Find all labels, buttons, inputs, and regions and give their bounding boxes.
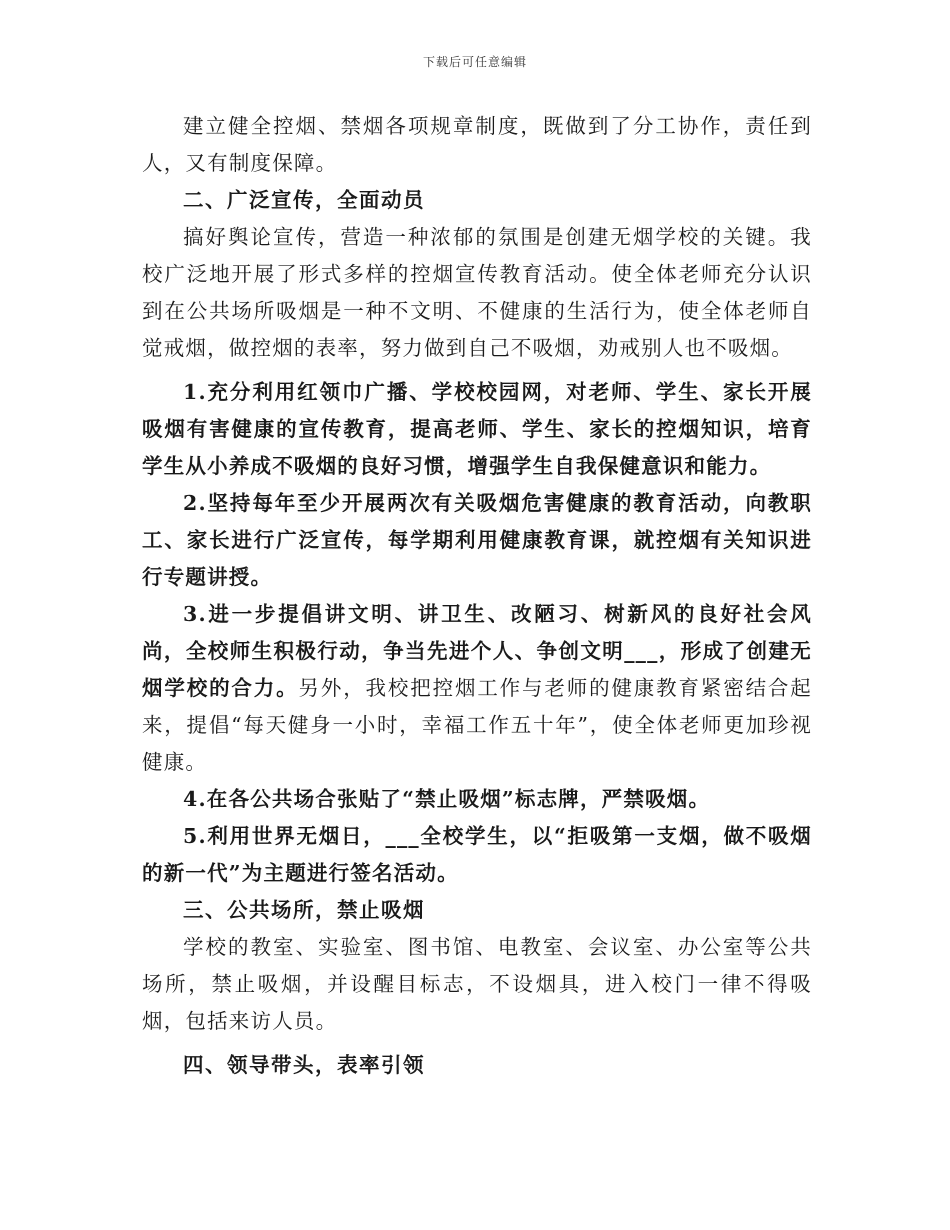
section-heading-public-places: 三、公共场所，禁止吸烟 [183,898,425,922]
document-body [142,108,812,1084]
list-item-1: 1.充分利用红领巾广播、学校校园网，对老师、学生、家长开展吸烟有害健康的宣传教育，提高老师、学生、家长的控烟知识，培育学生从小养成不吸烟的良好习惯，增强学生自我保健意识和能力。 [142,380,812,478]
list-item-4: 4.在各公共场合张贴了“禁止吸烟”标志牌，严禁吸烟。 [183,787,711,811]
list-item-3-normal: 另外，我校把控烟工作与老师的健康教育紧密结合起来，提倡“每天健身一小时，幸福工作五十年”，使全体老师更加珍视健康。 [142,676,812,774]
section-heading-publicity: 二、广泛宣传，全面动员 [183,188,425,212]
page-header-note: 下载后可任意编辑 [422,55,527,69]
paragraph-publicity-intro: 搞好舆论宣传，营造一种浓郁的氛围是创建无烟学校的关键。我校广泛地开展了形式多样的控烟宣传教育活动。使全体老师充分认识到在公共场所吸烟是一种不文明、不健康的生活行为，使全体老师自觉戒烟，做控烟的表率，努力做到自己不吸烟，劝戒别人也不吸烟。 [142,225,812,360]
section-heading-leadership: 四、领导带头，表率引领 [183,1053,425,1077]
paragraph-regulations: 建立健全控烟、禁烟各项规章制度，既做到了分工协作，责任到人，又有制度保障。 [142,114,812,175]
list-item-5: 5.利用世界无烟日，___全校学生，以“拒吸第一支烟，做不吸烟的新一代”为主题进行签名活动。 [142,824,812,885]
list-item-3 [142,596,812,781]
list-item-3-bold: 3.进一步提倡讲文明、讲卫生、改陋习、树新风的良好社会风尚，全校师生积极行动，争当先进个人、争创文明___，形成了创建无烟学校的合力。 [142,602,812,700]
paragraph-public-places: 学校的教室、实验室、图书馆、电教室、会议室、办公室等公共场所，禁止吸烟，并设醒目标志，不设烟具，进入校门一律不得吸烟，包括来访人员。 [142,935,812,1033]
list-item-2: 2.坚持每年至少开展两次有关吸烟危害健康的教育活动，向教职工、家长进行广泛宣传，每学期利用健康教育课，就控烟有关知识进行专题讲授。 [142,491,812,589]
